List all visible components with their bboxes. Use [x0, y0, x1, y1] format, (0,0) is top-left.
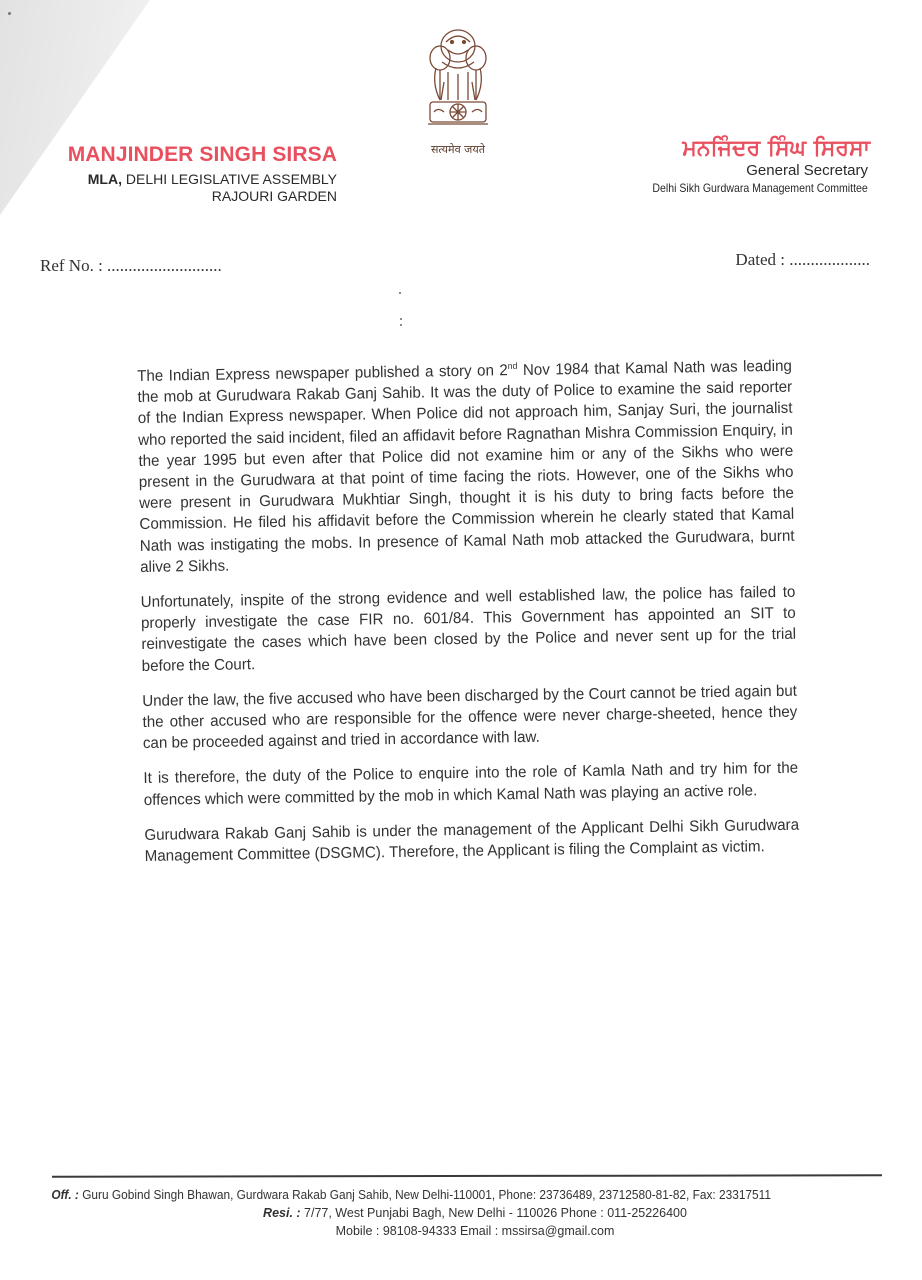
residence-address: 7/77, West Punjabi Bagh, New Delhi - 110026 Phone : 011-25226400 [300, 1206, 687, 1220]
sender-title-mla: MLA, [87, 171, 122, 187]
dated-field: Dated : ................... [735, 250, 870, 269]
letter-body [137, 356, 800, 881]
emblem-motto: सत्यमेव जयते [430, 143, 485, 156]
scan-specks [398, 290, 404, 330]
sender-name-punjabi: ਮਨਜਿੰਦਰ ਸਿੰਘ ਸਿਰਸਾ [682, 136, 870, 161]
sender-name: MANJINDER SINGH SIRSA [67, 143, 337, 166]
paragraph-1-rest: Nov 1984 that Kamal Nath was leading the mob at Gurudwara Rakab Ganj Sahib. It was the duty of Police to examine the said reporter of the Indian Express newspaper. When Police did not approach him, Sanjay Suri, the journalist who reported the said incident, filed an affidavit before Ragnathan Mishra Commission Enquiry, in the year 1995 but even after that Police did not examine him or any of the Sikhs who were present in the Gurudwara at that point of time facing the riots. However, one of the Sikhs who were present in Gurudwara Mukhtiar Singh, thought it is his duty to bring facts before the Commission. He filed his affidavit before the Commission wherein he clearly stated that Kamal Nath was instigating the mobs. In presence of Kamal Nath mob attacked the Gurudwara, burnt alive 2 Sikhs. [137, 357, 795, 576]
office-address: Guru Gobind Singh Bhawan, Gurdwara Rakab Ganj Sahib, New Delhi-110001, Phone: 23736489, 23712580-81-82, Fax: 23317511 [78, 1188, 771, 1202]
footer-contact [40, 1186, 890, 1240]
sender-designation: General Secretary [746, 162, 868, 179]
paragraph-3: Under the law, the five accused who have been discharged by the Court cannot be tried again but the other accused who are responsible for the offence were never charge-sheeted, hence they can be proceeded against and tried in accordance with law. [142, 682, 798, 753]
sender-organization: Delhi Sikh Gurdwara Management Committee [652, 181, 868, 195]
sender-constituency: RAJOURI GARDEN [211, 188, 337, 204]
footer-divider [52, 1174, 882, 1177]
national-emblem-icon [418, 22, 498, 142]
paragraph-5: Gurudwara Rakab Ganj Sahib is under the management of the Applicant Delhi Sikh Gurudwara Management Committee (DSGMC). Therefore, the Applicant is filing the Complaint as victim. [144, 816, 800, 866]
paragraph-1-start: The Indian Express newspaper published a story on 2 [137, 362, 508, 385]
office-label: Off. : [51, 1188, 79, 1202]
ref-number-field: Ref No. : ........................... [40, 256, 222, 275]
residence-label: Resi. : [263, 1206, 301, 1220]
paragraph-4: It is therefore, the duty of the Police to enquire into the role of Kamla Nath and try him for the offences which were committed by the mob in which Kamal Nath was playing an active role. [143, 760, 799, 809]
footer-mobile-email: Mobile : 98108-94333 Email : mssirsa@gmail.com [335, 1224, 615, 1238]
paragraph-2: Unfortunately, inspite of the strong evidence and well established law, the police has failed to properly investigate the case FIR no. 601/84. This Government has appointed an SIT to reinvestigate the cases which have been closed by the Police and never sent up for the trial before the Court. [140, 583, 797, 675]
sender-title [88, 171, 337, 187]
ordinal-suffix: nd [507, 360, 518, 371]
paragraph-1 [137, 356, 795, 578]
scan-speck [8, 12, 11, 15]
footer-office-line [40, 1186, 848, 1204]
sender-title-assembly: DELHI LEGISLATIVE ASSEMBLY [121, 171, 337, 187]
footer-residence-line [40, 1204, 890, 1222]
